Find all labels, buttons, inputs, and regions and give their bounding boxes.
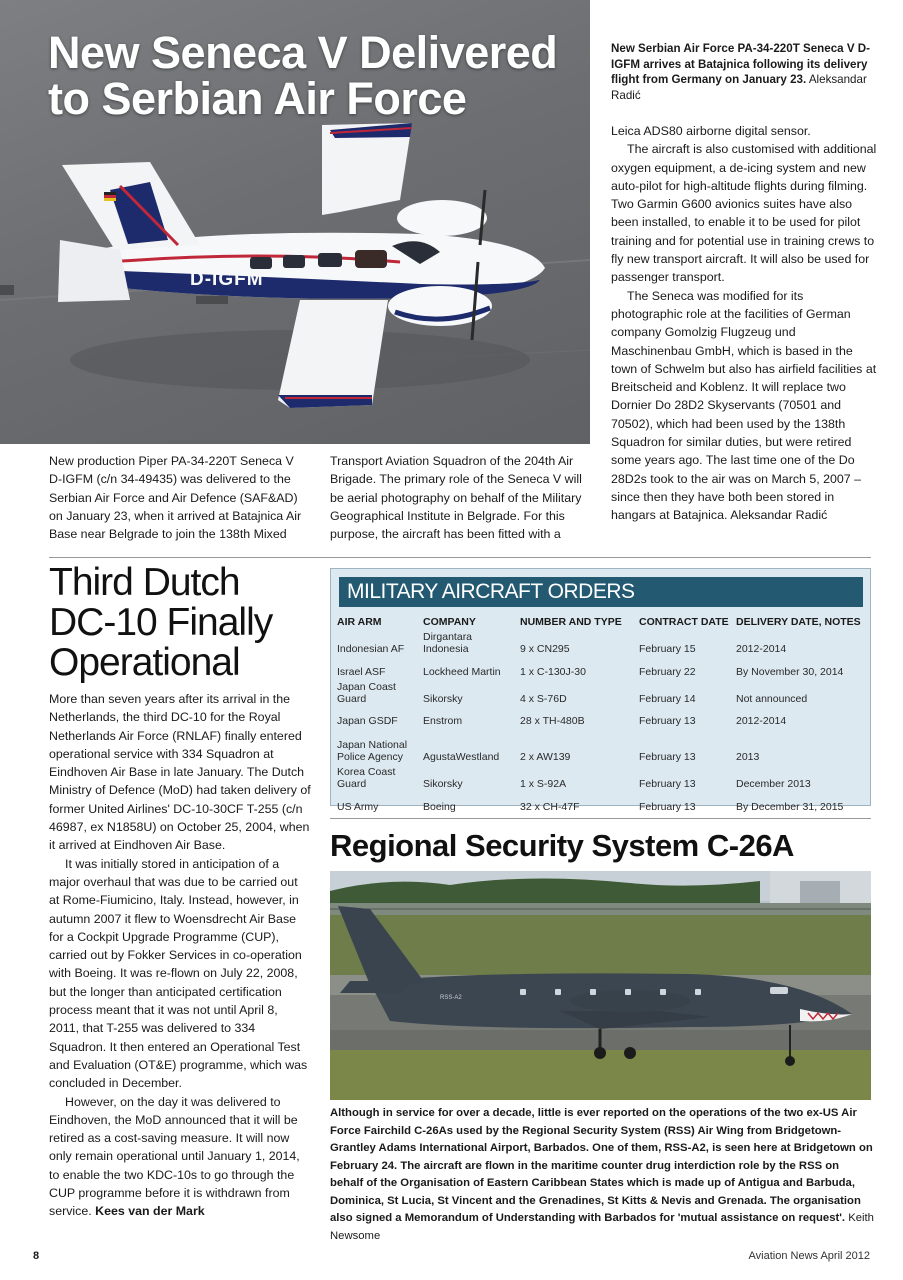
table-row xyxy=(337,658,867,681)
table-cell: Sikorsky xyxy=(423,692,463,705)
dutch-paragraph: More than seven years after its arrival in the Netherlands, the third DC-10 for the Royal Netherlands Air Force (RNLAF) finally entered operational service with 334 Squadron at Eindhoven Air Base in late January. The Dutch Ministry of Defence (MoD) had taken delivery of former United Airlines' DC-10-30CF T-255 (c/n 46987, ex N1858U) on October 25, 2004, when it arrived at Eindhoven Air Base. xyxy=(49,692,311,853)
seneca-article-column-2 xyxy=(330,452,592,543)
dutch-article-body xyxy=(49,690,311,1221)
table-cell: 9 x CN295 xyxy=(520,643,570,655)
table-cell: 2 x AW139 xyxy=(520,751,571,763)
table-cell: 1 x S-92A xyxy=(520,778,567,790)
table-cell: Japan GSDF xyxy=(337,715,398,727)
table-cell: Sikorsky xyxy=(423,778,463,790)
table-cell: February 22 xyxy=(639,665,696,678)
c26a-registration: RSS-A2 xyxy=(440,995,462,1001)
dutch-headline-line-3: Operational xyxy=(49,641,240,684)
table-cell: Korea Coast Guard xyxy=(337,766,396,790)
seneca-paragraph-text: The Seneca was modified for its photographic role at the facilities of German company Gomolzig Flugzeug und Maschinenbau GmbH, which is based in the town of Schwelm but also has airfield facilities at Breitscheid and Koblenz. It will replace two Dornier Do 28D2 Skyservants (70501 and 70502), which had been used by the 138th Squadron for similar duties, but were retired some years ago. The last time one of the Do 28D2s took to the air was on March 5, 2007 – since then they have both been stored in hangars at Batajnica. xyxy=(611,288,877,523)
seneca-headline xyxy=(48,27,568,124)
table-cell: Boeing xyxy=(423,800,456,813)
seneca-headline-line-2: to Serbian Air Force xyxy=(48,73,467,124)
military-aircraft-orders-box xyxy=(330,568,871,813)
seneca-paragraph xyxy=(611,287,877,525)
table-cell: February 13 xyxy=(639,800,696,813)
table-cell: 32 x CH-47F xyxy=(520,800,580,813)
seneca-paragraph: Leica ADS80 airborne digital sensor. xyxy=(611,124,811,138)
table-cell: Israel ASF xyxy=(337,665,386,678)
table-cell: February 15 xyxy=(639,643,696,655)
dutch-headline xyxy=(49,563,309,683)
seneca-photo-caption xyxy=(611,41,873,103)
seneca-paragraph: Transport Aviation Squadron of the 204th Air Brigade. The primary role of the Seneca V will be aerial photography on behalf of the Military Geographical Institute in Belgrade. For this purpose, the aircraft has been fitted with a xyxy=(330,454,582,542)
table-cell: February 13 xyxy=(639,778,696,790)
table-cell: Lockheed Martin xyxy=(423,665,501,678)
orders-heading: MILITARY AIRCRAFT ORDERS xyxy=(339,577,863,607)
rss-caption-credit: Keith Newsome xyxy=(330,1212,874,1242)
seneca-registration: D-IGFM xyxy=(190,269,264,290)
rss-caption-text: Although in service for over a decade, little is ever reported on the operations of the two ex-US Air Force Fairchild C-26As used by the Regional Security System (RSS) Air Wing from Bridgetown-Grantley Adams International Airport, Barbados. One of them, RSS-A2, is seen here at Bridgetown on February 24. The aircraft are flown in the maritime counter drug interdiction role by the RSS on behalf of the Organisation of Eastern Caribbean States which is made up of Antigua and Barbuda, Dominica, St Lucia, St Vincent and the Grenadines, St Kitts & Nevis and Grenada. The organisation also signed a Memorandum of Understanding with Barbados for 'mutual assistance on request'. xyxy=(330,1107,873,1224)
table-cell: 2012-2014 xyxy=(736,643,787,655)
table-cell: 2013 xyxy=(736,751,760,763)
table-cell: Indonesian AF xyxy=(337,643,405,655)
rss-photo-caption xyxy=(330,1105,875,1245)
c26a-aircraft-illustration xyxy=(330,871,871,1100)
table-cell: AgustaWestland xyxy=(423,751,500,763)
section-divider xyxy=(49,557,871,558)
table-cell: 1 x C-130J-30 xyxy=(520,665,586,678)
table-cell: 4 x S-76D xyxy=(520,692,567,705)
dutch-paragraph: It was initially stored in anticipation of a major overhaul that was due to be carried out at Rome-Fiumicino, Italy. Instead, however, in autumn 2007 it flew to Woensdrecht Air Base for a Cockpit Upgrade Programme (CUP), carried out by Fokker Services in co-operation with Boeing. It was re-flown on July 22, 2008, but the longer than anticipated certification process meant that it was not until April 8, 2011, that T-255 was delivered to 334 Squadron. It then entered an Operational Test and Evaluation (OT&E) programme, which was concluded in December. xyxy=(49,856,308,1091)
dutch-paragraph xyxy=(49,1093,311,1221)
rss-c26a-photo xyxy=(330,871,871,1100)
table-row xyxy=(337,631,867,658)
table-cell: By December 31, 2015 xyxy=(736,800,844,813)
table-cell: February 14 xyxy=(639,692,696,705)
page-number: 8 xyxy=(33,1250,40,1262)
table-cell: Enstrom xyxy=(423,715,463,727)
dutch-headline-line-2: DC-10 Finally xyxy=(49,601,273,644)
seneca-photo xyxy=(0,0,590,444)
table-cell: December 2013 xyxy=(736,778,811,790)
orders-column-header: AIR ARM xyxy=(337,616,382,628)
table-cell: Dirgantara Indonesia xyxy=(423,631,473,655)
seneca-caption-text: New Serbian Air Force PA-34-220T Seneca V D-IGFM arrives at Batajnica following its delivery flight from Germany on January 23. xyxy=(611,42,871,86)
table-cell: 28 x TH-480B xyxy=(520,715,585,727)
table-cell: 2012-2014 xyxy=(736,715,787,727)
dutch-headline-line-1: Third Dutch xyxy=(49,561,240,604)
table-cell: February 13 xyxy=(639,715,696,727)
orders-header-row xyxy=(337,613,867,631)
orders-table xyxy=(337,613,867,816)
dutch-paragraph-text: However, on the day it was delivered to Eindhoven, the MoD announced that it will be retired as a cost-saving measure. It will now only remain operational until January 1, 2014, to enable the two KDC-10s to go through the CUP programme before it is withdrawn from service. xyxy=(49,1094,300,1219)
table-cell: Japan National Police Agency xyxy=(337,739,408,763)
orders-column-header: CONTRACT DATE xyxy=(639,616,729,628)
table-row xyxy=(337,766,867,793)
rss-headline: Regional Security System C-26A xyxy=(330,828,794,863)
orders-column-header: NUMBER AND TYPE xyxy=(520,616,622,628)
table-cell: February 13 xyxy=(639,751,696,763)
table-cell: Not announced xyxy=(736,692,808,705)
table-cell: By November 30, 2014 xyxy=(736,665,844,678)
orders-column-header: DELIVERY DATE, NOTES xyxy=(736,616,861,628)
section-divider xyxy=(330,818,871,819)
seneca-article-column-3 xyxy=(611,122,877,525)
dutch-author-credit: Kees van der Mark xyxy=(95,1204,205,1219)
table-cell: US Army xyxy=(337,800,379,813)
seneca-author-credit: Aleksandar Radić xyxy=(730,508,828,523)
seneca-caption-credit: Aleksandar Radić xyxy=(611,73,867,102)
table-row xyxy=(337,730,867,766)
seneca-headline-line-1: New Seneca V Delivered xyxy=(48,27,558,78)
orders-column-header: COMPANY xyxy=(423,616,476,628)
table-row xyxy=(337,708,867,731)
table-row xyxy=(337,681,867,708)
table-row xyxy=(337,793,867,816)
table-cell: Japan Coast Guard xyxy=(337,680,396,705)
seneca-paragraph: The aircraft is also customised with additional oxygen equipment, a de-icing system and new auto-pilot for high-altitude flights during filming. Two Garmin G600 avionics suites have also been installed, to enable it to be used for pilot training and for potential use in training crews to fly new transport aircraft. It will also be used for passenger transport. xyxy=(611,142,877,285)
seneca-paragraph: New production Piper PA-34-220T Seneca V D-IGFM (c/n 34-49435) was delivered to the Serbian Air Force and Air Defence (SAF&AD) on January 23, when it arrived at Batajnica Air Base near Belgrade to join the 138th Mixed xyxy=(49,454,302,542)
publication-footer: Aviation News April 2012 xyxy=(748,1250,870,1262)
seneca-article-column-1 xyxy=(49,452,309,543)
